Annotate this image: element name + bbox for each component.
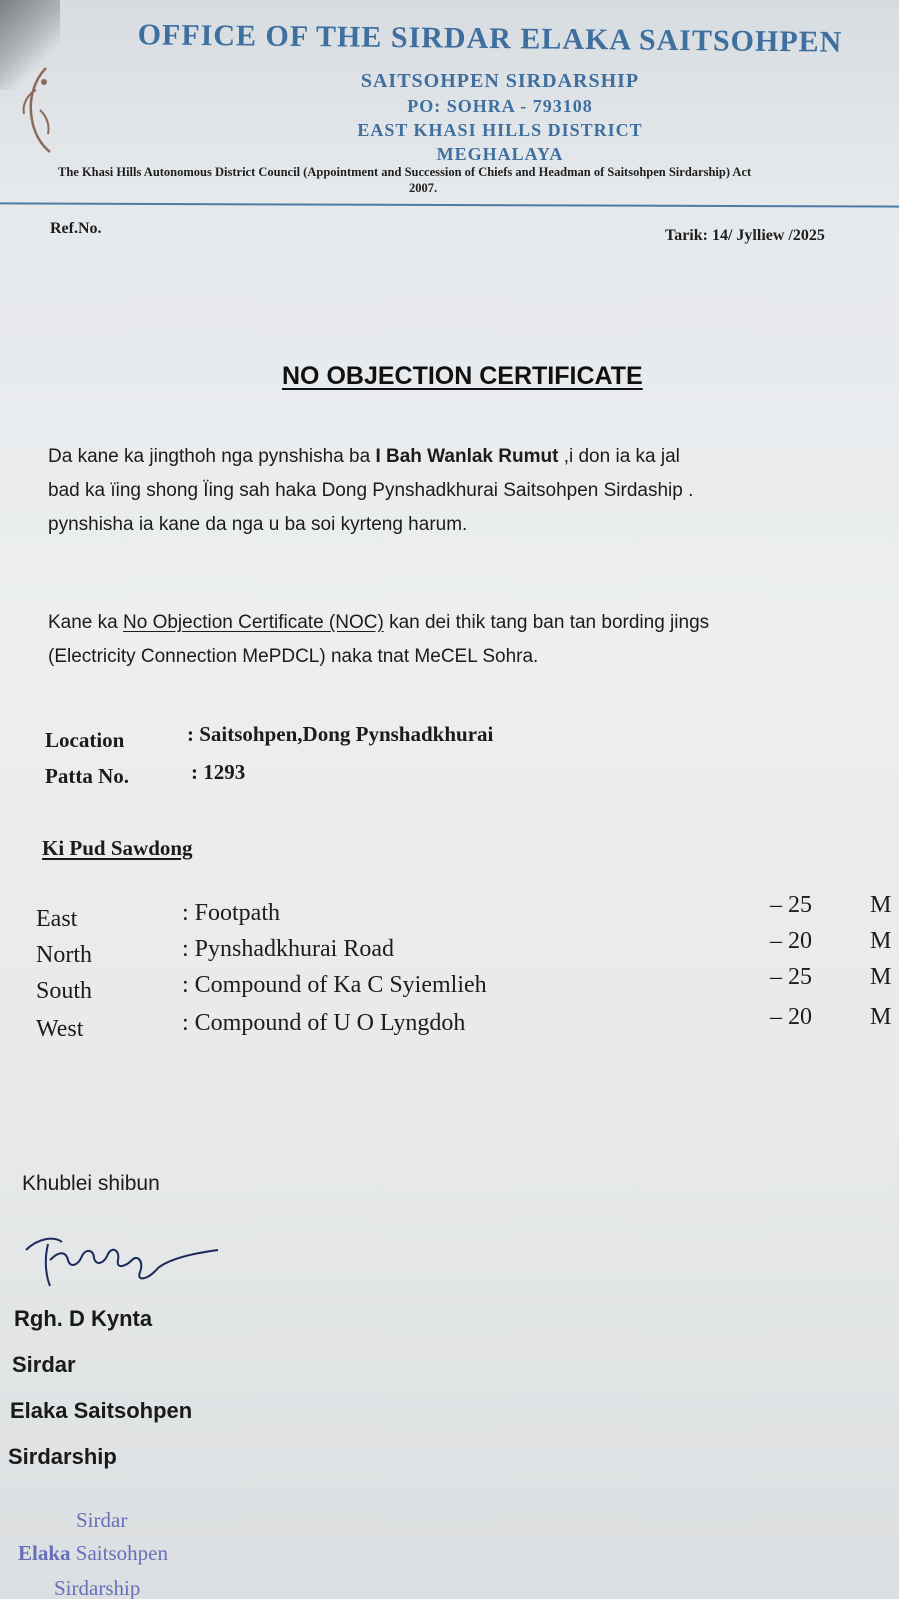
stamp-line-1: Sirdar (76, 1508, 128, 1532)
noc-term: No Objection Certificate (NOC) (123, 612, 384, 633)
act-reference (58, 164, 898, 196)
p1-text-pre: Da kane ka jingthoh nga pynshisha ba (48, 446, 376, 467)
signatory-sirdarship: Sirdarship (8, 1444, 117, 1469)
paragraph-1-line-1 (48, 440, 693, 474)
boundary-length: – 25 (770, 892, 812, 918)
boundary-length: – 25 (770, 964, 812, 990)
signatory-name: Rgh. D Kynta (14, 1306, 153, 1331)
boundary-direction: North (36, 942, 92, 968)
document-date: Tarik: 14/ Jylliew /2025 (665, 227, 825, 244)
boundary-direction: West (36, 1016, 84, 1042)
boundary-description: : Compound of U O Lyngdoh (182, 1010, 466, 1036)
po-heading: PO: SOHRA - 793108 (407, 96, 593, 116)
certificate-title: NO OBJECTION CERTIFICATE (282, 362, 643, 390)
body-paragraph-1 (48, 440, 693, 542)
p2-text-pre: Kane ka (48, 612, 123, 633)
boundary-description: : Compound of Ka C Syiemlieh (182, 972, 487, 998)
paragraph-2-line-1 (48, 606, 709, 640)
stamp-line-2 (18, 1541, 168, 1566)
signatory-title: Sirdar (12, 1352, 76, 1377)
state-heading: MEGHALAYA (436, 144, 564, 164)
boundaries-heading: Ki Pud Sawdong (42, 836, 193, 860)
header-divider (0, 202, 899, 207)
stamp-line-3: Sirdarship (54, 1576, 141, 1599)
boundary-unit: M (870, 892, 892, 918)
stamp-saitsohpen: Saitsohpen (70, 1541, 168, 1565)
boundary-description: : Footpath (182, 900, 281, 926)
boundary-direction: East (36, 906, 78, 932)
paragraph-1-line-2: bad ka ïing shong Ïing sah haka Dong Pynshadkhurai Saitsohpen Sirdaship . (48, 480, 694, 501)
p1-text-post: ,i don ia ka jal (558, 446, 680, 467)
ref-number: Ref.No. (50, 220, 102, 237)
paragraph-1-line-3: pynshisha ia kane da nga u ba soi kyrteng harum. (48, 514, 468, 535)
signature-image (8, 1220, 228, 1300)
signatory-elaka: Elaka Saitsohpen (10, 1398, 193, 1423)
stamp-elaka: Elaka (18, 1541, 71, 1565)
patta-value: : 1293 (191, 760, 246, 784)
boundary-length: – 20 (770, 928, 812, 954)
office-heading: OFFICE OF THE SIRDAR ELAKA SAITSOHPEN (137, 18, 843, 59)
location-label: Location (45, 728, 125, 752)
boundary-unit: M (870, 928, 892, 954)
location-value: : Saitsohpen,Dong Pynshadkhurai (187, 722, 494, 746)
closing-text: Khublei shibun (22, 1172, 160, 1195)
boundary-description: : Pynshadkhurai Road (182, 936, 394, 962)
sirdarship-heading: SAITSOHPEN SIRDARSHIP (360, 70, 640, 92)
p2-text-post: kan dei thik tang ban tan bording jings (383, 612, 710, 633)
act-year: 2007. (408, 181, 438, 195)
act-text: The Khasi Hills Autonomous District Council (Appointment and Succession of Chiefs and Headman of Saitsohpen Sirdarship) Act (58, 165, 752, 179)
boundary-unit: M (870, 964, 892, 990)
applicant-name: I Bah Wanlak Rumut (375, 446, 559, 467)
boundary-length: – 20 (770, 1004, 812, 1030)
boundary-direction: South (36, 978, 93, 1004)
district-heading: EAST KHASI HILLS DISTRICT (357, 120, 643, 140)
body-paragraph-2 (48, 606, 709, 674)
paragraph-2-line-2: (Electricity Connection MePDCL) naka tnat MeCEL Sohra. (48, 646, 539, 667)
patta-label: Patta No. (45, 764, 129, 788)
boundary-unit: M (870, 1004, 892, 1030)
